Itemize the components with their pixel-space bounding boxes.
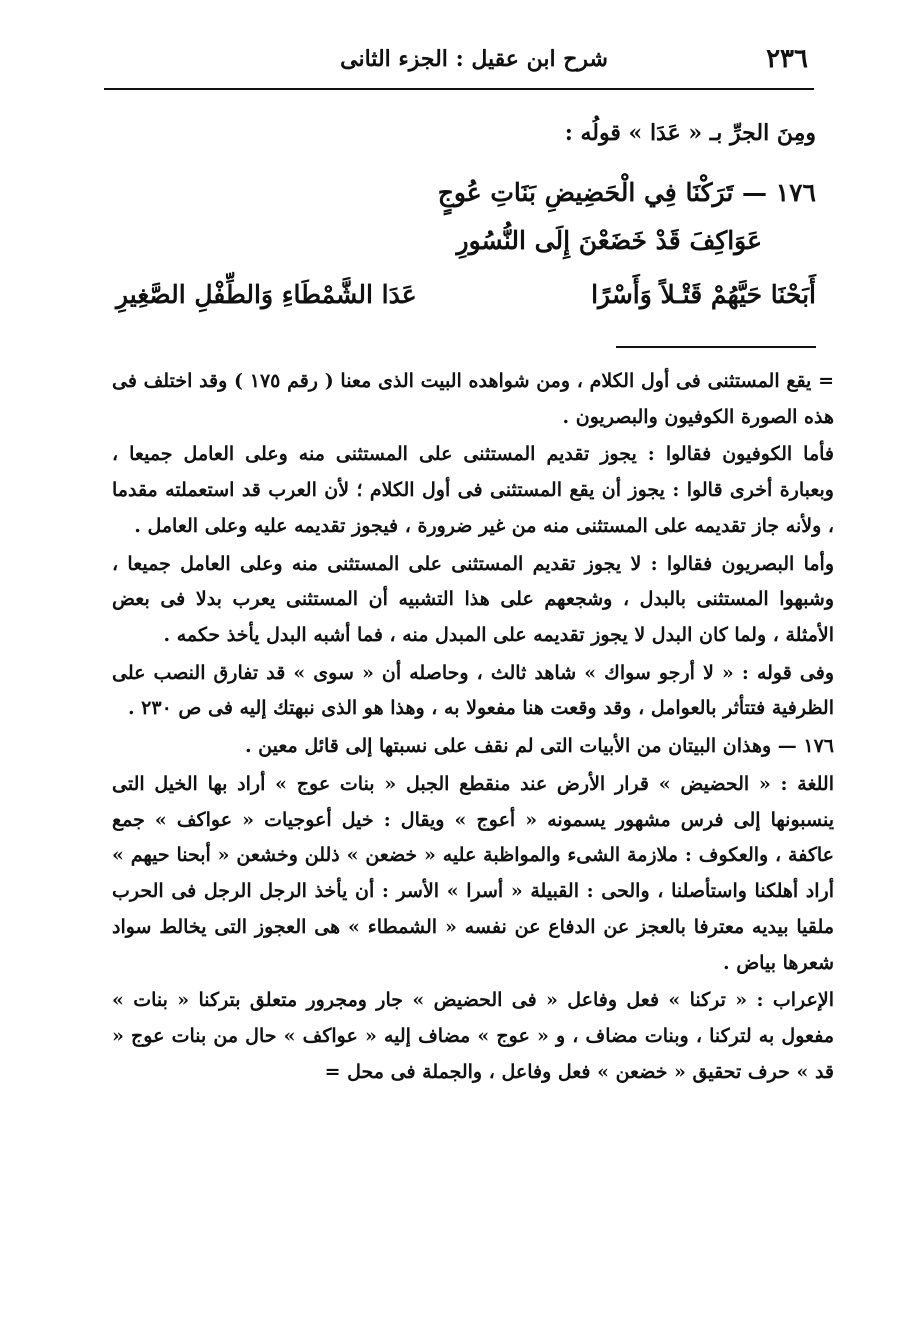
running-title: شرح ابن عقيل : الجزء الثانى [340, 46, 608, 72]
footnote-paragraph-3: وأما البصريون فقالوا : لا يجوز تقديم المستثنى على المستثنى منه وعلى العامل جميعا ، وشبهوا المستثنى بالبدل ، وشجعهم على هذا التشبيه أن المستثنى يعرب بدلا فى بعض الأمثلة ، ولما كان البدل لا يجوز تقديمه على المبدل منه ، فما أشبه البدل يأخذ حكمه . [112, 552, 834, 647]
footnote-paragraph-4: وفى قوله : « لا أرجو سواك » شاهد ثالث ، وحاصله أن « سوى » قد تفارق النصب على الظرفية فتتأثر بالعوامل ، وقد وقعت هنا مفعولا به ، وهذا هو الذى نبهتك إليه فى ص ٢٣٠ . [112, 661, 834, 720]
intro-line: ومِنَ الجرِّ بـ « عَدَا » قولُه : [564, 120, 816, 146]
verse-line-1: ١٧٦ — تَرَكْنَا فِي الْحَضِيضِ بَنَاتِ عُوجٍ [437, 178, 816, 207]
header-rule [104, 88, 814, 90]
footnote-paragraph-7 [112, 983, 834, 1090]
verse-line-3-first-hemistich: أَبَحْنَا حَيَّهُمْ قَتْـلاً وَأَسْرًا [591, 280, 816, 309]
end-mark: = [324, 1060, 341, 1083]
footnote-paragraph-6: اللغة : « الحضيض » قرار الأرض عند منقطع الجبل « بنات عوج » أراد بها الخيل التى ينسبونها إلى فرس مشهور يسمونه « أعوج » ويقال : خيل أعوجيات « عواكف » جمع عاكفة ، والعكوف : ملازمة الشىء والمواظبة عليه « خضعن » ذللن وخشعن « أبحنا حيهم » أراد أهلكنا واستأصلنا ، والحى : القبيلة « أسرا » الأسر : أن يأخذ الرجل الرجل فى الحرب ملقيا بيديه معترفا بالعجز عن الدفاع عن نفسه « الشمطاء » هى العجوز التى يخالط سواد شعرها بياض . [112, 772, 834, 974]
footnotes [112, 364, 834, 1092]
footnote-paragraph-2: فأما الكوفيون فقالوا : يجوز تقديم المستثنى على المستثنى منه وعلى العامل جميعا ، وبعبارة أخرى قالوا : يجوز أن يقع المستثنى فى أول الكلام ؛ لأن العرب قد استعملته مقدما ، ولأنه جاز تقديمه على المستثنى منه من غير ضرورة ، فيجوز تقديمه عليه وعلى العامل . [112, 443, 834, 537]
page-header [108, 40, 808, 80]
verse-line-3-second-hemistich: عَدَا الشَّمْطَاءِ وَالطِّفْلِ الصَّغِيرِ [116, 280, 417, 309]
page-number: ٢٣٦ [766, 44, 808, 74]
continuation-mark: = [818, 370, 834, 392]
verse-line-2: عَوَاكِفَ قَدْ خَضَعْنَ إِلَى النُّسُورِ [456, 226, 762, 255]
footnote-rule [616, 346, 816, 348]
footnote-paragraph-5: ١٧٦ — وهذان البيتان من الأبيات التى لم نقف على نسبتها إلى قائل معين . [244, 735, 834, 758]
footnote-paragraph-1 [112, 364, 834, 435]
footnote-text: يقع المستثنى فى أول الكلام ، ومن شواهده البيت الذى معنا ( رقم ١٧٥ ) وقد اختلف فى هذه الصورة الكوفيون والبصريون . [112, 370, 834, 428]
footnote-text: الإعراب : « تركنا » فعل وفاعل « فى الحضيض » جار ومجرور متعلق بتركنا « بنات » مفعول به لتركنا ، وبنات مضاف ، و « عوج » مضاف إليه « عواكف » حال من بنات عوج « قد » حرف تحقيق « خضعن » فعل وفاعل ، والجملة فى محل [112, 989, 834, 1083]
verse-line-3 [116, 280, 816, 309]
